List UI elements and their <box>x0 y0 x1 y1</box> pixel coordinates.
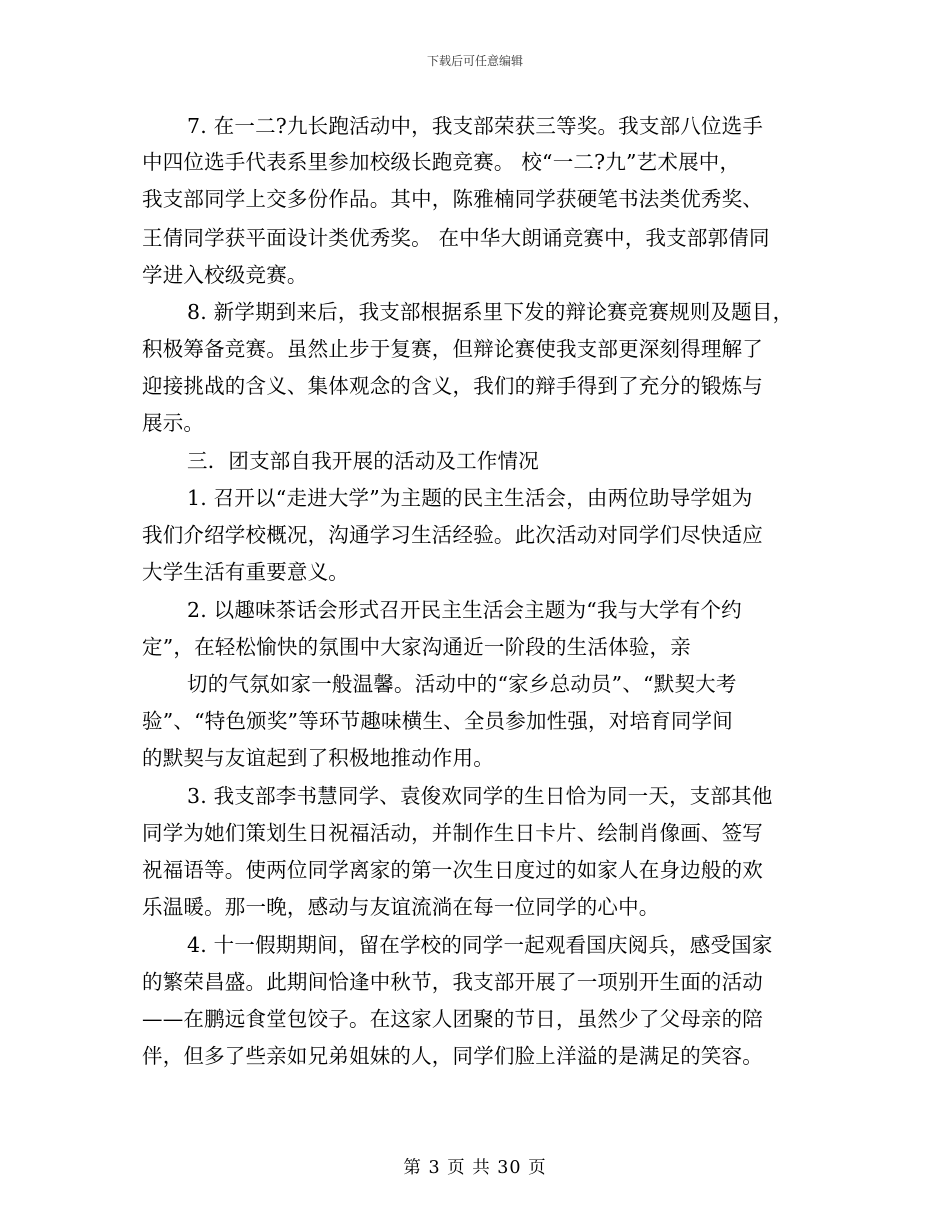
section-heading: 三．团支部自我开展的活动及工作情况 <box>187 449 539 473</box>
text-line: 积极筹备竞赛。虽然止步于复赛，但辩论赛使我支部更深刻得理解了 <box>142 337 763 361</box>
page-header: 下载后可任意编辑 <box>426 54 523 68</box>
page-number: 第 3 页 共 30 页 <box>403 1158 547 1178</box>
text-line: 定”，在轻松愉快的氛围中大家沟通近一阶段的生活体验，亲 <box>142 635 691 659</box>
text-line: ——在鹏远食堂包饺子。在这家人团聚的节日，虽然少了父母亲的陪 <box>142 1007 763 1031</box>
text-line: 2. 以趣味茶话会形式召开民主生活会主题为“我与大学有个约 <box>187 598 742 622</box>
text-line: 8. 新学期到来后，我支部根据系里下发的辩论赛竞赛规则及题目， <box>187 300 794 324</box>
text-line: 中四位选手代表系里参加校级长跑竞赛。 校“一二?九”艺术展中， <box>142 150 741 174</box>
text-line: 学进入校级竞赛。 <box>142 263 308 287</box>
text-line: 我们介绍学校概况，沟通学习生活经验。此次活动对同学们尽快适应 <box>142 523 763 547</box>
text-line: 祝福语等。使两位同学离家的第一次生日度过的如家人在身边般的欢 <box>142 858 763 882</box>
text-line: 1. 召开以“走进大学”为主题的民主生活会，由两位助导学姐为 <box>187 486 753 510</box>
text-line: 大学生活有重要意义。 <box>142 560 349 584</box>
text-line: 3. 我支部李书慧同学、袁俊欢同学的生日恰为同一天，支部其他 <box>187 784 773 808</box>
text-line: 同学为她们策划生日祝福活动，并制作生日卡片、绘制肖像画、签写 <box>142 821 763 845</box>
text-line: 的繁荣昌盛。此期间恰逢中秋节，我支部开展了一项别开生面的活动 <box>142 970 763 994</box>
text-line: 验”、“特色颁奖”等环节趣味横生、全员参加性强，对培育同学间 <box>142 709 733 733</box>
text-line: 展示。 <box>142 411 205 435</box>
text-line: 伴，但多了些亲如兄弟姐妹的人，同学们脸上洋溢的是满足的笑容。 <box>142 1044 763 1068</box>
text-line: 的默契与友谊起到了积极地推动作用。 <box>142 746 494 770</box>
text-line: 乐温暖。那一晚，感动与友谊流淌在每一位同学的心中。 <box>142 895 660 919</box>
text-line: 王倩同学获平面设计类优秀奖。 在中华大朗诵竞赛中，我支部郭倩同 <box>142 226 770 250</box>
text-line: 4. 十一假期期间，留在学校的同学一起观看国庆阅兵，感受国家 <box>187 933 773 957</box>
text-line: 我支部同学上交多份作品。其中，陈雅楠同学获硬笔书法类优秀奖、 <box>142 187 763 211</box>
text-line: 切的气氛如家一般温馨。活动中的“家乡总动员”、“默契大考 <box>187 672 737 696</box>
text-line: 迎接挑战的含义、集体观念的含义，我们的辩手得到了充分的锻炼与 <box>142 374 763 398</box>
text-line: 7. 在一二?九长跑活动中，我支部荣获三等奖。我支部八位选手 <box>187 114 764 138</box>
